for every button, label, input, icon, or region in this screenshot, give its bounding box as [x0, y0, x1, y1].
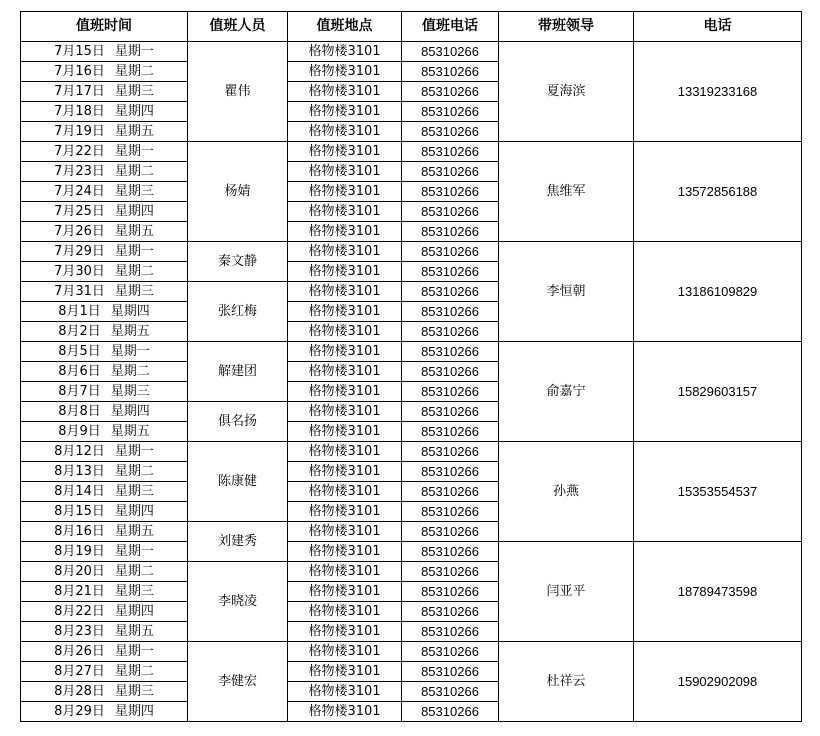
duty-phone: 85310266	[402, 42, 499, 62]
duty-weekday: 星期二	[114, 564, 154, 579]
duty-location: 格物楼3101	[288, 482, 402, 502]
duty-phone: 85310266	[402, 482, 499, 502]
duty-phone: 85310266	[402, 582, 499, 602]
duty-phone: 85310266	[402, 102, 499, 122]
duty-location: 格物楼3101	[288, 522, 402, 542]
duty-staff-name: 陈康健	[188, 442, 288, 522]
duty-date-cell	[21, 62, 188, 82]
duty-location: 格物楼3101	[288, 702, 402, 722]
duty-phone: 85310266	[402, 682, 499, 702]
duty-phone: 85310266	[402, 602, 499, 622]
duty-location: 格物楼3101	[288, 642, 402, 662]
header-duty-time: 值班时间	[21, 12, 188, 42]
duty-location: 格物楼3101	[288, 582, 402, 602]
table-row	[21, 342, 802, 362]
duty-location: 格物楼3101	[288, 262, 402, 282]
duty-phone: 85310266	[402, 342, 499, 362]
duty-date-cell	[21, 602, 188, 622]
duty-location: 格物楼3101	[288, 542, 402, 562]
duty-location: 格物楼3101	[288, 622, 402, 642]
duty-date: 7月24日	[54, 184, 105, 199]
leader-phone: 13319233168	[634, 42, 802, 142]
header-leader-phone: 电话	[634, 12, 802, 42]
duty-date: 7月19日	[54, 124, 105, 139]
leader-name: 焦维军	[499, 142, 634, 242]
duty-weekday: 星期一	[114, 144, 154, 159]
duty-date-cell	[21, 682, 188, 702]
duty-weekday: 星期一	[114, 544, 154, 559]
duty-phone: 85310266	[402, 122, 499, 142]
duty-date: 7月22日	[54, 144, 105, 159]
duty-staff-name: 杨婧	[188, 142, 288, 242]
header-leader: 带班领导	[499, 12, 634, 42]
duty-date: 7月25日	[54, 204, 105, 219]
duty-date: 7月18日	[54, 104, 105, 119]
duty-date: 8月2日	[58, 324, 101, 339]
duty-date: 8月5日	[58, 344, 101, 359]
duty-date-cell	[21, 302, 188, 322]
duty-date-cell	[21, 582, 188, 602]
table-row	[21, 42, 802, 62]
duty-location: 格物楼3101	[288, 322, 402, 342]
duty-date: 8月14日	[54, 484, 105, 499]
duty-weekday: 星期五	[114, 224, 154, 239]
duty-date: 8月1日	[58, 304, 101, 319]
duty-date-cell	[21, 82, 188, 102]
duty-date-cell	[21, 122, 188, 142]
duty-weekday: 星期三	[114, 584, 154, 599]
duty-phone: 85310266	[402, 562, 499, 582]
duty-weekday: 星期一	[114, 44, 154, 59]
duty-date: 8月23日	[54, 624, 105, 639]
leader-phone: 18789473598	[634, 542, 802, 642]
duty-location: 格物楼3101	[288, 682, 402, 702]
duty-location: 格物楼3101	[288, 222, 402, 242]
leader-name: 孙燕	[499, 442, 634, 542]
duty-date: 8月27日	[54, 664, 105, 679]
duty-phone: 85310266	[402, 182, 499, 202]
header-duty-staff: 值班人员	[188, 12, 288, 42]
duty-schedule-table	[20, 11, 802, 722]
duty-date: 7月17日	[54, 84, 105, 99]
duty-date-cell	[21, 242, 188, 262]
duty-date-cell	[21, 222, 188, 242]
leader-phone: 13186109829	[634, 242, 802, 342]
duty-date-cell	[21, 402, 188, 422]
leader-phone: 15902902098	[634, 642, 802, 722]
duty-weekday: 星期三	[114, 284, 154, 299]
duty-date: 8月20日	[54, 564, 105, 579]
duty-weekday: 星期四	[114, 604, 154, 619]
schedule-body	[21, 42, 802, 722]
duty-location: 格物楼3101	[288, 562, 402, 582]
duty-date-cell	[21, 562, 188, 582]
duty-date: 7月29日	[54, 244, 105, 259]
duty-date: 8月7日	[58, 384, 101, 399]
duty-location: 格物楼3101	[288, 242, 402, 262]
duty-location: 格物楼3101	[288, 162, 402, 182]
duty-phone: 85310266	[402, 442, 499, 462]
duty-location: 格物楼3101	[288, 422, 402, 442]
duty-staff-name: 张红梅	[188, 282, 288, 342]
duty-location: 格物楼3101	[288, 42, 402, 62]
duty-location: 格物楼3101	[288, 602, 402, 622]
leader-name: 俞嘉宁	[499, 342, 634, 442]
duty-phone: 85310266	[402, 642, 499, 662]
duty-date: 8月13日	[54, 464, 105, 479]
duty-date: 8月28日	[54, 684, 105, 699]
duty-weekday: 星期一	[114, 644, 154, 659]
duty-phone: 85310266	[402, 82, 499, 102]
duty-staff-name: 俱名扬	[188, 402, 288, 442]
leader-name: 闫亚平	[499, 542, 634, 642]
duty-staff-name: 李健宏	[188, 642, 288, 722]
duty-phone: 85310266	[402, 302, 499, 322]
duty-location: 格物楼3101	[288, 62, 402, 82]
duty-location: 格物楼3101	[288, 362, 402, 382]
header-duty-location: 值班地点	[288, 12, 402, 42]
duty-weekday: 星期一	[114, 444, 154, 459]
duty-phone: 85310266	[402, 402, 499, 422]
duty-weekday: 星期五	[114, 624, 154, 639]
duty-date: 8月9日	[58, 424, 101, 439]
duty-date-cell	[21, 422, 188, 442]
duty-date-cell	[21, 702, 188, 722]
duty-weekday: 星期二	[114, 264, 154, 279]
duty-location: 格物楼3101	[288, 462, 402, 482]
duty-location: 格物楼3101	[288, 122, 402, 142]
duty-phone: 85310266	[402, 362, 499, 382]
duty-phone: 85310266	[402, 162, 499, 182]
duty-date-cell	[21, 442, 188, 462]
leader-phone: 13572856188	[634, 142, 802, 242]
duty-phone: 85310266	[402, 202, 499, 222]
duty-location: 格物楼3101	[288, 282, 402, 302]
duty-location: 格物楼3101	[288, 202, 402, 222]
duty-weekday: 星期三	[114, 84, 154, 99]
duty-phone: 85310266	[402, 382, 499, 402]
duty-date-cell	[21, 262, 188, 282]
header-duty-phone: 值班电话	[402, 12, 499, 42]
duty-staff-name: 解建团	[188, 342, 288, 402]
duty-date-cell	[21, 342, 188, 362]
duty-location: 格物楼3101	[288, 82, 402, 102]
duty-weekday: 星期二	[110, 364, 150, 379]
table-row	[21, 442, 802, 462]
duty-phone: 85310266	[402, 322, 499, 342]
duty-date-cell	[21, 462, 188, 482]
duty-weekday: 星期五	[110, 424, 150, 439]
duty-staff-name: 刘建秀	[188, 522, 288, 562]
duty-location: 格物楼3101	[288, 302, 402, 322]
duty-date-cell	[21, 622, 188, 642]
table-row	[21, 642, 802, 662]
duty-date: 8月29日	[54, 704, 105, 719]
duty-weekday: 星期五	[114, 124, 154, 139]
duty-date-cell	[21, 482, 188, 502]
duty-phone: 85310266	[402, 282, 499, 302]
duty-weekday: 星期四	[110, 304, 150, 319]
duty-weekday: 星期二	[114, 164, 154, 179]
duty-phone: 85310266	[402, 62, 499, 82]
duty-location: 格物楼3101	[288, 142, 402, 162]
duty-phone: 85310266	[402, 242, 499, 262]
duty-weekday: 星期二	[114, 664, 154, 679]
duty-date-cell	[21, 542, 188, 562]
table-row	[21, 542, 802, 562]
duty-weekday: 星期二	[114, 464, 154, 479]
duty-location: 格物楼3101	[288, 662, 402, 682]
leader-phone: 15353554537	[634, 442, 802, 542]
duty-date: 8月21日	[54, 584, 105, 599]
duty-phone: 85310266	[402, 662, 499, 682]
duty-weekday: 星期四	[114, 104, 154, 119]
duty-date-cell	[21, 642, 188, 662]
duty-date-cell	[21, 382, 188, 402]
duty-date: 8月22日	[54, 604, 105, 619]
duty-date: 7月30日	[54, 264, 105, 279]
table-row	[21, 142, 802, 162]
duty-location: 格物楼3101	[288, 182, 402, 202]
duty-weekday: 星期三	[114, 684, 154, 699]
duty-weekday: 星期二	[114, 64, 154, 79]
duty-date-cell	[21, 362, 188, 382]
duty-weekday: 星期三	[114, 184, 154, 199]
duty-location: 格物楼3101	[288, 442, 402, 462]
duty-weekday: 星期一	[114, 244, 154, 259]
duty-date-cell	[21, 662, 188, 682]
duty-date-cell	[21, 502, 188, 522]
leader-name: 李恒朝	[499, 242, 634, 342]
duty-phone: 85310266	[402, 622, 499, 642]
duty-date-cell	[21, 282, 188, 302]
duty-location: 格物楼3101	[288, 402, 402, 422]
duty-phone: 85310266	[402, 542, 499, 562]
duty-staff-name: 李晓凌	[188, 562, 288, 642]
duty-date-cell	[21, 322, 188, 342]
duty-weekday: 星期三	[110, 384, 150, 399]
duty-date: 8月15日	[54, 504, 105, 519]
duty-date-cell	[21, 102, 188, 122]
duty-weekday: 星期四	[114, 704, 154, 719]
duty-location: 格物楼3101	[288, 382, 402, 402]
duty-phone: 85310266	[402, 422, 499, 442]
duty-date: 8月26日	[54, 644, 105, 659]
duty-staff-name: 秦文静	[188, 242, 288, 282]
duty-weekday: 星期五	[114, 524, 154, 539]
duty-phone: 85310266	[402, 222, 499, 242]
duty-weekday: 星期四	[114, 204, 154, 219]
duty-weekday: 星期四	[114, 504, 154, 519]
duty-phone: 85310266	[402, 502, 499, 522]
duty-date-cell	[21, 142, 188, 162]
duty-date: 7月23日	[54, 164, 105, 179]
header-row	[21, 12, 802, 42]
duty-date-cell	[21, 522, 188, 542]
duty-phone: 85310266	[402, 262, 499, 282]
duty-date: 8月19日	[54, 544, 105, 559]
table-row	[21, 242, 802, 262]
duty-phone: 85310266	[402, 462, 499, 482]
duty-date-cell	[21, 42, 188, 62]
duty-date-cell	[21, 162, 188, 182]
duty-weekday: 星期五	[110, 324, 150, 339]
duty-date-cell	[21, 202, 188, 222]
duty-date: 8月6日	[58, 364, 101, 379]
duty-phone: 85310266	[402, 142, 499, 162]
duty-date: 8月8日	[58, 404, 101, 419]
duty-weekday: 星期一	[110, 344, 150, 359]
duty-location: 格物楼3101	[288, 502, 402, 522]
duty-weekday: 星期四	[110, 404, 150, 419]
duty-staff-name: 瞿伟	[188, 42, 288, 142]
duty-date: 7月16日	[54, 64, 105, 79]
duty-phone: 85310266	[402, 522, 499, 542]
duty-location: 格物楼3101	[288, 342, 402, 362]
duty-date: 7月26日	[54, 224, 105, 239]
leader-name: 夏海滨	[499, 42, 634, 142]
duty-date-cell	[21, 182, 188, 202]
leader-phone: 15829603157	[634, 342, 802, 442]
duty-location: 格物楼3101	[288, 102, 402, 122]
duty-date: 7月31日	[54, 284, 105, 299]
duty-weekday: 星期三	[114, 484, 154, 499]
duty-date: 8月16日	[54, 524, 105, 539]
duty-date: 7月15日	[54, 44, 105, 59]
duty-phone: 85310266	[402, 702, 499, 722]
duty-date: 8月12日	[54, 444, 105, 459]
leader-name: 杜祥云	[499, 642, 634, 722]
